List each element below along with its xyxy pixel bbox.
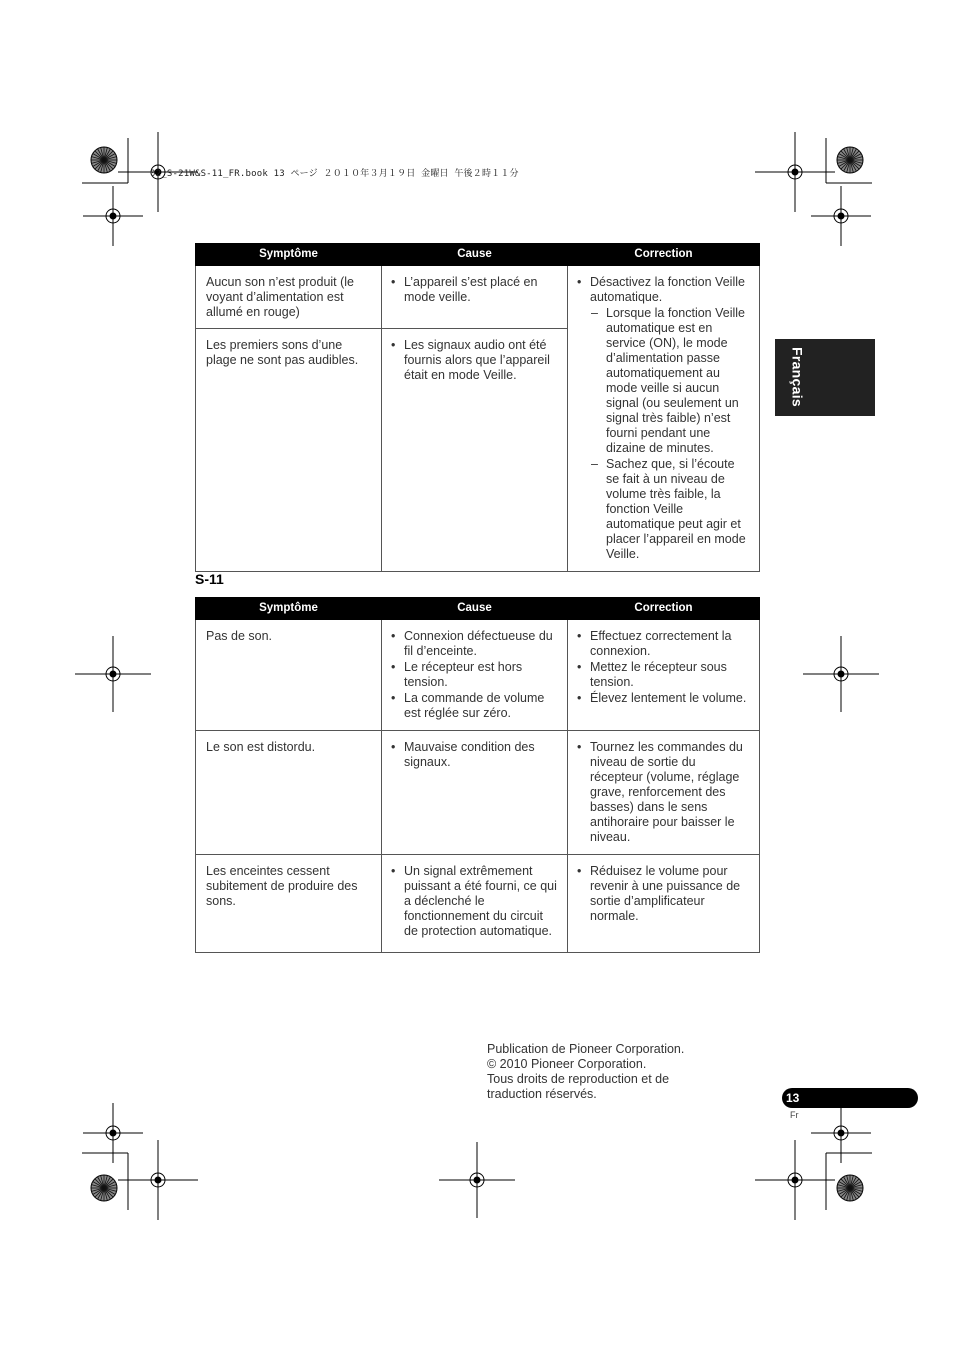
symptom-cell: Le son est distordu. bbox=[196, 731, 382, 855]
page-language: Fr bbox=[790, 1110, 799, 1120]
header-cause: Cause bbox=[382, 244, 568, 266]
header-correction: Correction bbox=[568, 598, 760, 620]
header-symptom: Symptôme bbox=[196, 598, 382, 620]
starburst-mark bbox=[91, 147, 117, 173]
symptom-cell: Les enceintes cessent subitement de produire des sons. bbox=[196, 855, 382, 953]
cause-cell bbox=[382, 731, 568, 855]
symptom-cell: Aucun son n’est produit (le voyant d’alimentation est allumé en rouge) bbox=[196, 266, 382, 329]
correction-cell bbox=[568, 855, 760, 953]
publication-line: © 2010 Pioneer Corporation. bbox=[487, 1057, 647, 1071]
symptom-cell: Les premiers sons d’une plage ne sont pas audibles. bbox=[196, 329, 382, 572]
correction-subitem: – Lorsque la fonction Veille automatique est en service (ON), le mode d’alimentation passe automatiquement au mode veille si aucun signal (ou seulement un signal très faible) n’est fourni pendant une dizaine de minutes. bbox=[606, 306, 751, 456]
troubleshooting-table-1 bbox=[195, 243, 760, 572]
publication-note bbox=[487, 1042, 684, 1102]
starburst-mark bbox=[837, 1175, 863, 1201]
cause-cell bbox=[382, 329, 568, 572]
crosshair-mark bbox=[811, 1103, 871, 1163]
cause-item: • L’appareil s’est placé en mode veille. bbox=[404, 275, 559, 305]
symptom-cell: Pas de son. bbox=[196, 620, 382, 731]
crosshair-mark bbox=[118, 1140, 198, 1220]
print-header: 02_S-21W&S-11_FR.book 13 ページ ２０１０年３月１９日 金曜日 午後２時１１分 bbox=[150, 169, 519, 179]
troubleshooting-table-2 bbox=[195, 597, 760, 953]
publication-line: Publication de Pioneer Corporation. bbox=[487, 1042, 685, 1056]
page-number-pill bbox=[782, 1088, 918, 1108]
section-title-s11: S-11 bbox=[195, 571, 224, 587]
correction-cell bbox=[568, 620, 760, 731]
cause-item: • Le récepteur est hors tension. bbox=[404, 660, 559, 690]
header-symptom: Symptôme bbox=[196, 244, 382, 266]
correction-subitem: – Sachez que, si l’écoute se fait à un niveau de volume très faible, la fonction Veille automatique peut agir et placer l’appareil en mode Veille. bbox=[606, 457, 751, 562]
page-number: 13 bbox=[786, 1091, 800, 1105]
cause-item: • Connexion défectueuse du fil d’enceinte. bbox=[404, 629, 559, 659]
correction-cell bbox=[568, 266, 760, 572]
correction-item: • Réduisez le volume pour revenir à une puissance de sortie d’amplificateur normale. bbox=[590, 864, 751, 924]
publication-line: Tous droits de reproduction et de bbox=[487, 1072, 670, 1086]
language-tab-label: Français bbox=[789, 347, 806, 407]
crosshair-mark bbox=[755, 1140, 835, 1220]
correction-item: • Tournez les commandes du niveau de sortie du récepteur (volume, réglage grave, renforcement des basses) dans le sens antihoraire pour baisser le niveau. bbox=[590, 740, 751, 845]
language-tab bbox=[775, 339, 875, 416]
cause-item: • Un signal extrêmement puissant a été fourni, ce qui a déclenché le fonctionnement du circuit de protection automatique. bbox=[404, 864, 559, 939]
crosshair-mark bbox=[75, 636, 151, 712]
crosshair-mark bbox=[811, 186, 871, 246]
starburst-mark bbox=[837, 147, 863, 173]
cause-cell bbox=[382, 855, 568, 953]
crosshair-mark bbox=[83, 1103, 143, 1163]
correction-item bbox=[590, 275, 751, 562]
correction-item: • Effectuez correctement la connexion. bbox=[590, 629, 751, 659]
header-cause: Cause bbox=[382, 598, 568, 620]
cause-cell bbox=[382, 266, 568, 329]
correction-cell bbox=[568, 731, 760, 855]
crosshair-mark bbox=[83, 186, 143, 246]
starburst-mark bbox=[91, 1175, 117, 1201]
crosshair-mark bbox=[803, 636, 879, 712]
cause-cell bbox=[382, 620, 568, 731]
crosshair-mark bbox=[755, 132, 835, 212]
publication-line: traduction réservés. bbox=[487, 1087, 597, 1101]
cause-item: • Les signaux audio ont été fournis alors que l’appareil était en mode Veille. bbox=[404, 338, 559, 383]
cause-item: • Mauvaise condition des signaux. bbox=[404, 740, 559, 770]
correction-item: • Mettez le récepteur sous tension. bbox=[590, 660, 751, 690]
cause-item: • La commande de volume est réglée sur zéro. bbox=[404, 691, 559, 721]
crosshair-mark bbox=[439, 1142, 515, 1218]
correction-main: Désactivez la fonction Veille automatique. bbox=[590, 275, 745, 304]
correction-item: • Élevez lentement le volume. bbox=[590, 691, 751, 706]
header-correction: Correction bbox=[568, 244, 760, 266]
